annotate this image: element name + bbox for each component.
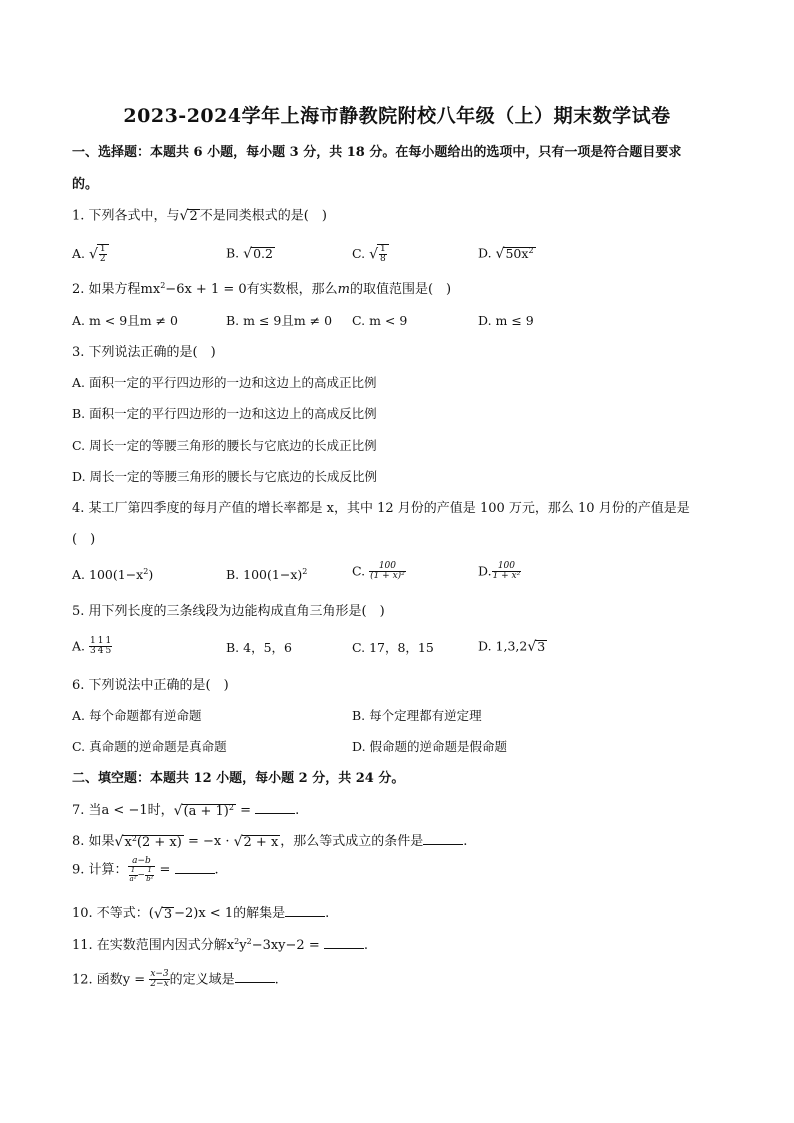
q1-option-a: A. √ $\frac{1}{2}$ <box>72 244 109 265</box>
q6-option-d: D. 假命题的逆命题是假命题 <box>352 739 508 754</box>
q5-option-d: D. 1,3,2√3 <box>478 638 546 655</box>
question-2-stem: 2. 如果方程$mx^2-6x + 1 = 0$有实数根，那么m的取值范围是( ) <box>72 281 452 297</box>
question-5-stem: 5. 用下列长度的三条线段为边能构成直角三角形是( ) <box>72 604 385 619</box>
question-10: 10. 不等式：(√3 −2)x < 1的解集是 . <box>72 905 330 922</box>
question-6-stem: 6. 下列说法中正确的是( ) <box>72 678 229 693</box>
question-3-stem: 3. 下列说法正确的是( ) <box>72 345 216 360</box>
q4-option-a: A. $100(1-x^2)$ <box>72 567 154 582</box>
q4-option-b: B. $100(1-x)^2$ <box>226 567 308 582</box>
answer-blank[interactable] <box>235 972 275 983</box>
section-2-heading: 二、填空题：本题共 12 小题，每小题 2 分，共 24 分。 <box>72 771 405 786</box>
q3-option-a: A. 面积一定的平行四边形的一边和这边上的高成正比例 <box>72 375 377 390</box>
q2-option-a: A. m < 9且m ≠ 0 <box>72 313 178 328</box>
section-1-heading: 一、选择题：本题共 6 小题，每小题 3 分，共 18 分。在每小题给出的选项中，只有一项是符合题目要求 <box>72 145 682 160</box>
answer-blank[interactable] <box>175 863 215 874</box>
question-8: 8. 如果$√x^2(2 + x) = -x \cdot √2 + x$ ，那么等式成立的条件是 . <box>72 833 468 850</box>
q4-option-c: C. $\frac{100}{\text{(1 + x)²}}$ <box>352 561 405 582</box>
q5-option-b: B. 4，5，6 <box>226 640 292 655</box>
q3-option-c: C. 周长一定的等腰三角形的腰长与它底边的长成正比例 <box>72 438 377 453</box>
q4-option-d: D. $\frac{100}{\text{1 + x²}}$ <box>478 561 521 582</box>
q3-option-b: B. 面积一定的平行四边形的一边和这边上的高成反比例 <box>72 406 377 421</box>
question-12: 12. 函数y = $\frac{x-3}{2-x}$ 的定义域是 . <box>72 969 279 990</box>
answer-blank[interactable] <box>255 803 295 814</box>
page-title: 2023-2024学年上海市静教院附校八年级（上）期末数学试卷 <box>123 105 671 127</box>
question-1-stem: 1. 下列各式中，与√2 不是同类根式的是( ) <box>72 208 327 224</box>
question-7: 7. 当a < −1时，$√(a + 1)^2$ = . <box>72 802 300 819</box>
q5-option-a: A. $\frac{1}{3}$ $\frac{1}{4}$ $\frac{1}{5}$ <box>72 636 112 657</box>
question-4-stem-cont: ( ) <box>72 532 96 547</box>
sqrt-symbol: √2 <box>179 208 198 224</box>
question-9: 9. 计算： a−b $\frac{1}{\text{a²}}$ − $\frac{1}{\text{b²}}$ = . <box>72 856 219 883</box>
q6-option-c: C. 真命题的逆命题是真命题 <box>72 739 227 754</box>
q1-option-d: D. $√50x^2$ <box>478 245 534 262</box>
answer-blank[interactable] <box>285 906 325 917</box>
q3-option-d: D. 周长一定的等腰三角形的腰长与它底边的长成反比例 <box>72 469 378 484</box>
q6-option-a: A. 每个命题都有逆命题 <box>72 708 202 723</box>
q1-option-b: B. √0.2 <box>226 245 273 262</box>
answer-blank[interactable] <box>423 834 463 845</box>
question-11: 11. 在实数范围内因式分解$x^2y^2-3xy-2$ = . <box>72 937 368 953</box>
q2-option-c: C. m < 9 <box>352 313 408 328</box>
q2-option-b: B. m ≤ 9且m ≠ 0 <box>226 313 333 328</box>
q1-option-c: C. √ $\frac{1}{8}$ <box>352 244 389 265</box>
section-1-heading-cont: 的。 <box>72 177 99 192</box>
q2-option-d: D. m ≤ 9 <box>478 313 534 328</box>
answer-blank[interactable] <box>324 938 364 949</box>
question-4-stem: 4. 某工厂第四季度的每月产值的增长率都是 x，其中 12 月份的产值是 100 万元，那么 10 月份的产值是是 <box>72 501 690 516</box>
q6-option-b: B. 每个定理都有逆定理 <box>352 708 482 723</box>
q5-option-c: C. 17，8，15 <box>352 640 434 655</box>
